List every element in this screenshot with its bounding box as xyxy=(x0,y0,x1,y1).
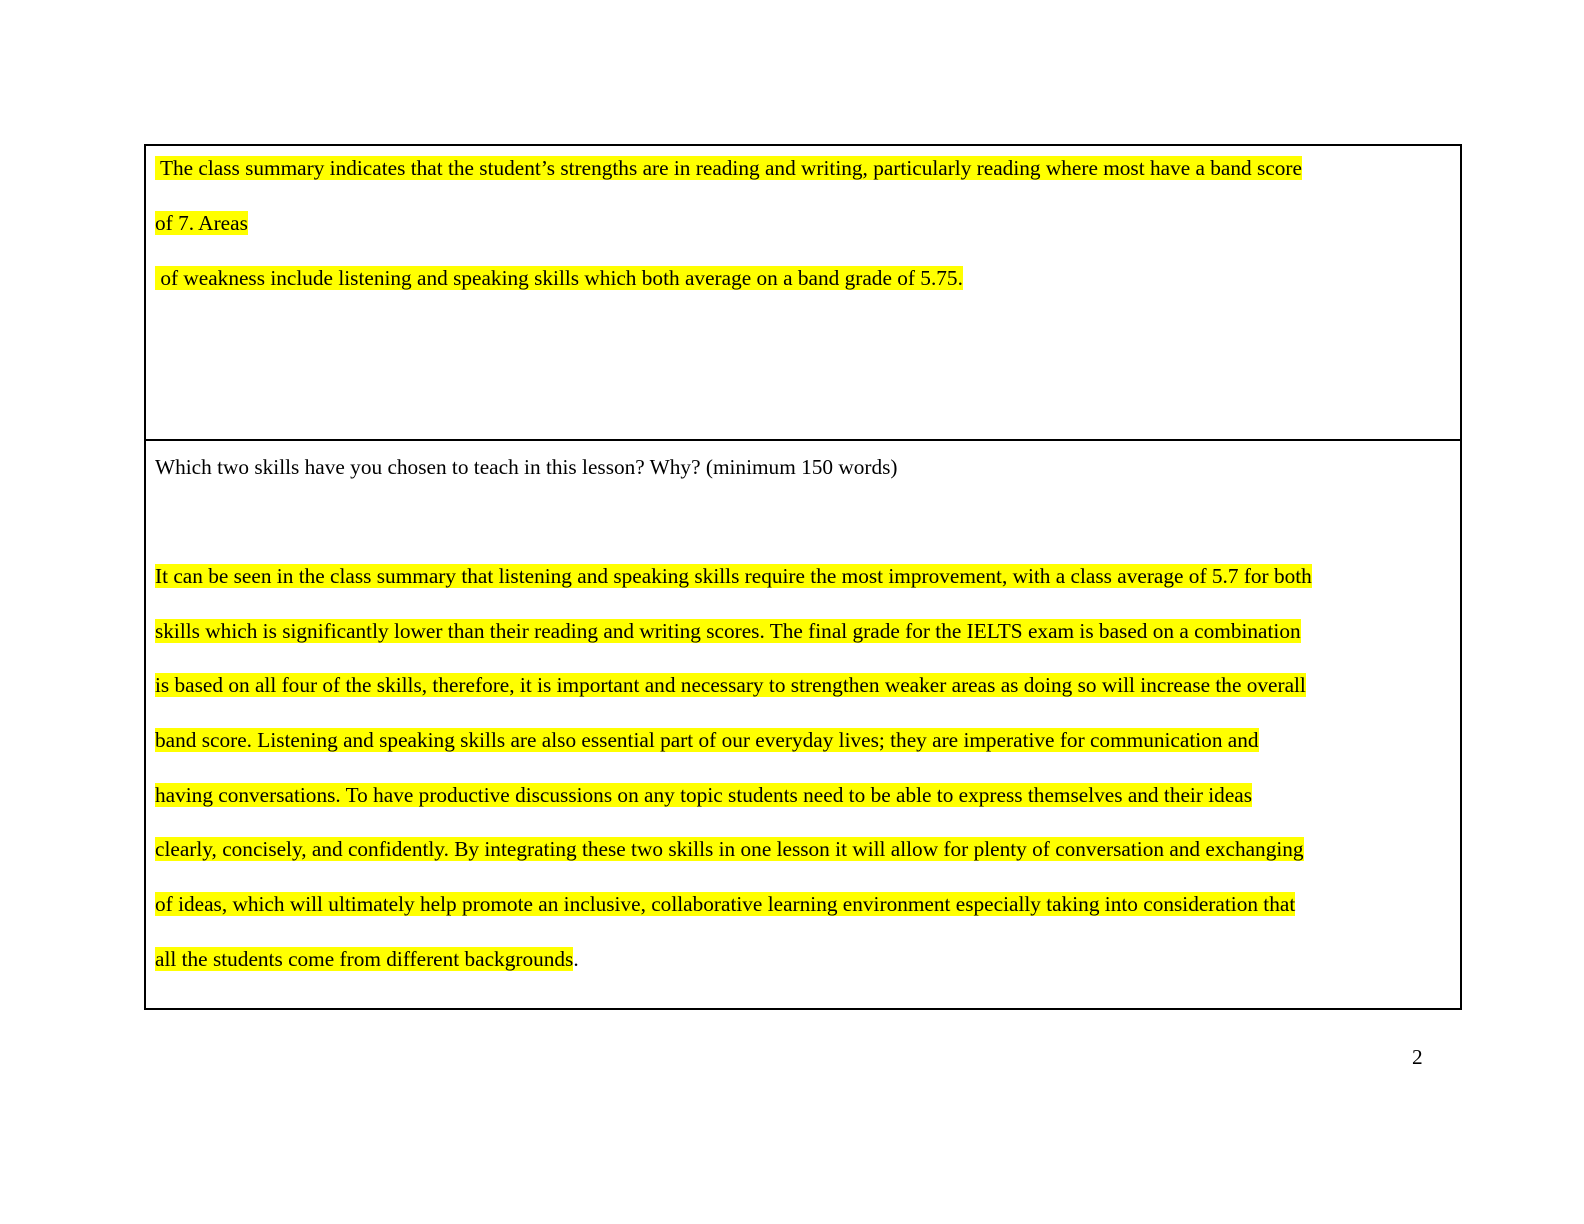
highlighted-text: skills which is significantly lower than their reading and writing scores. The final grade for the IELTS exam is based on a combination xyxy=(155,619,1301,643)
answer-line xyxy=(155,781,1252,809)
highlighted-text: is based on all four of the skills, therefore, it is important and necessary to strengthen weaker areas as doing so will increase the overall xyxy=(155,673,1306,697)
summary-line xyxy=(155,154,1302,182)
answer-line xyxy=(155,890,1295,918)
highlighted-text: It can be seen in the class summary that listening and speaking skills require the most improvement, with a class average of 5.7 for both xyxy=(155,564,1312,588)
answer-line xyxy=(155,726,1259,754)
answer-line xyxy=(155,835,1304,863)
skills-rationale-cell xyxy=(146,441,1460,1008)
answer-line xyxy=(155,617,1301,645)
highlighted-text: all the students come from different backgrounds xyxy=(155,947,574,971)
page-number: 2 xyxy=(1412,1045,1423,1069)
answer-end-punctuation: . xyxy=(573,947,579,971)
highlighted-text: having conversations. To have productive discussions on any topic students need to be able to express themselves and their ideas xyxy=(155,783,1253,807)
answer-line xyxy=(155,945,579,973)
highlighted-text: band score. Listening and speaking skills are also essential part of our everyday lives; they are imperative for communication and xyxy=(155,728,1259,752)
highlighted-text: of ideas, which will ultimately help promote an inclusive, collaborative learning environment especially taking into consideration that xyxy=(155,892,1296,916)
highlighted-text: The class summary indicates that the student’s strengths are in reading and writing, particularly reading where most have a band score xyxy=(155,156,1302,180)
lesson-plan-table xyxy=(144,144,1462,1010)
highlighted-text: of 7. Areas xyxy=(155,211,248,235)
summary-line xyxy=(155,209,248,237)
question-prompt: Which two skills have you chosen to teach in this lesson? Why? (minimum 150 words) xyxy=(155,455,898,479)
answer-line xyxy=(155,671,1306,699)
answer-line xyxy=(155,562,1312,590)
highlighted-text: of weakness include listening and speaking skills which both average on a band grade of 5.75. xyxy=(155,266,963,290)
class-summary-cell xyxy=(146,146,1460,441)
highlighted-text: clearly, concisely, and confidently. By integrating these two skills in one lesson it will allow for plenty of conversation and exchanging xyxy=(155,837,1304,861)
summary-line xyxy=(155,264,963,292)
